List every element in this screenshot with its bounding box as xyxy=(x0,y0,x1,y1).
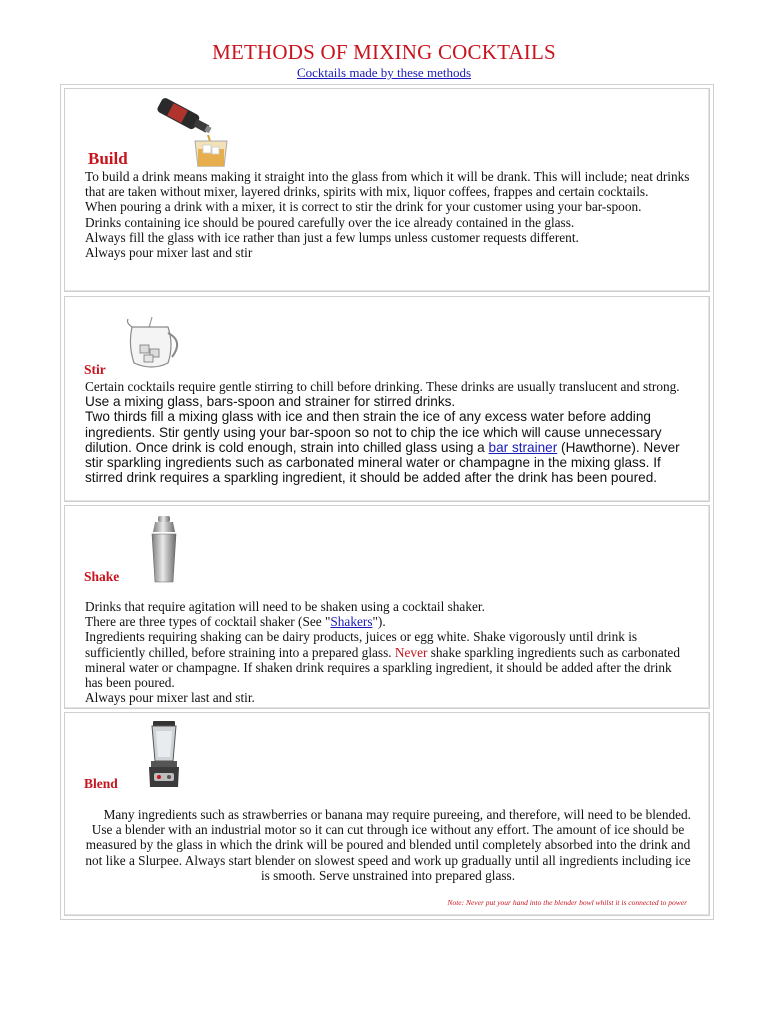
section-build xyxy=(64,88,710,292)
stir-paragraph-text: (Hawthorne). Never stir sparkling ingredients such as carbonated mineral water or champagne in the mixing glass. If stirred drink requires a sparkling ingredient, it should be added after the drink has been poured. xyxy=(85,439,680,486)
build-paragraph: Always pour mixer last and stir xyxy=(85,245,253,261)
blend-paragraph: Many ingredients such as strawberries or banana may require pureeing, and therefore, will need to be blended. xyxy=(103,807,691,822)
shake-paragraph xyxy=(85,629,691,690)
shakers-link[interactable]: Shakers xyxy=(330,614,373,630)
shake-paragraph: Always pour mixer last and stir. xyxy=(85,690,255,706)
stir-paragraph-serif: Certain cocktails require gentle stirring to chill before drinking. These drinks are usually translucent and strong. xyxy=(85,379,680,394)
section-blend xyxy=(64,712,710,916)
build-paragraph: Drinks containing ice should be poured carefully over the ice already contained in the glass. xyxy=(85,214,575,230)
blend-note: Note: Never put your hand into the blender bowl whilst it is connected to power xyxy=(447,898,687,907)
blend-text xyxy=(85,807,691,883)
build-paragraph: Always fill the glass with ice rather than just a few lumps unless customer requests different. xyxy=(85,229,579,245)
cocktail-shaker-icon xyxy=(147,514,181,584)
shake-paragraph xyxy=(85,614,691,629)
bar-strainer-link[interactable]: bar strainer xyxy=(488,439,558,455)
mixing-pitcher-icon xyxy=(122,315,186,371)
stir-paragraph xyxy=(85,409,691,485)
build-paragraph: When pouring a drink with a mixer, it is correct to stir the drink for your customer using your bar-spoon. xyxy=(85,199,642,215)
shake-paragraph-text: There are three types of cocktail shaker (See " xyxy=(85,614,331,630)
section-stir xyxy=(64,296,710,502)
blend-paragraph: Use a blender with an industrial motor so it can cut through ice without any effort. The amount of ice should be measured by the glass in which the drink will be poured and blended until completely absorbed into the drink and not like a Slurpee. Always start blender on slowest speed and work up gradually until all ingredients including ice is smooth. Serve unstrained into prepared glass. xyxy=(85,822,691,883)
shake-paragraph-text: shake sparkling ingredients such as carbonated mineral water or champagne. If shaken drink requires a sparkling ingredient, it should be added after the drink has been poured. xyxy=(85,644,680,691)
heading-shake: Shake xyxy=(84,569,120,584)
heading-blend: Blend xyxy=(84,776,118,791)
subtitle-link[interactable]: Cocktails made by these methods xyxy=(296,65,472,80)
bottle-pour-icon xyxy=(151,95,231,167)
shake-paragraph-text: "). xyxy=(372,614,386,630)
build-paragraph: To build a drink means making it straight into the glass from which it will be drank. This will include; neat drinks that are taken without mixer, layered drinks, spirits with mix, liquor coffees, frappes and certain cocktails. xyxy=(85,169,690,200)
stir-paragraph xyxy=(85,379,691,409)
page-title: METHODS OF MIXING COCKTAILS xyxy=(212,40,556,64)
shake-text xyxy=(85,599,691,705)
shake-paragraph-text: Ingredients requiring shaking can be dairy products, juices or egg white. Shake vigorously until drink is sufficiently chilled, before straining into a prepared glass. xyxy=(85,629,638,660)
heading-build: Build xyxy=(88,149,128,168)
blender-icon xyxy=(145,719,185,789)
stir-paragraph-sans: Use a mixing glass, bars-spoon and strainer for stirred drinks. xyxy=(85,394,456,410)
stir-paragraph-text: Two thirds fill a mixing glass with ice and then strain the ice of any excess water before adding ingredients. Stir gently using your bar-spoon so not to chip the ice which will cause unnecessary dilution. Once drink is cold enough, strain into chilled glass using a xyxy=(85,409,662,455)
stir-text xyxy=(85,379,691,485)
build-text xyxy=(85,169,691,260)
shake-paragraph: Drinks that require agitation will need to be shaken using a cocktail shaker. xyxy=(85,599,485,614)
section-shake xyxy=(64,505,710,709)
heading-stir: Stir xyxy=(84,362,106,377)
never-emphasis: Never xyxy=(394,644,428,660)
